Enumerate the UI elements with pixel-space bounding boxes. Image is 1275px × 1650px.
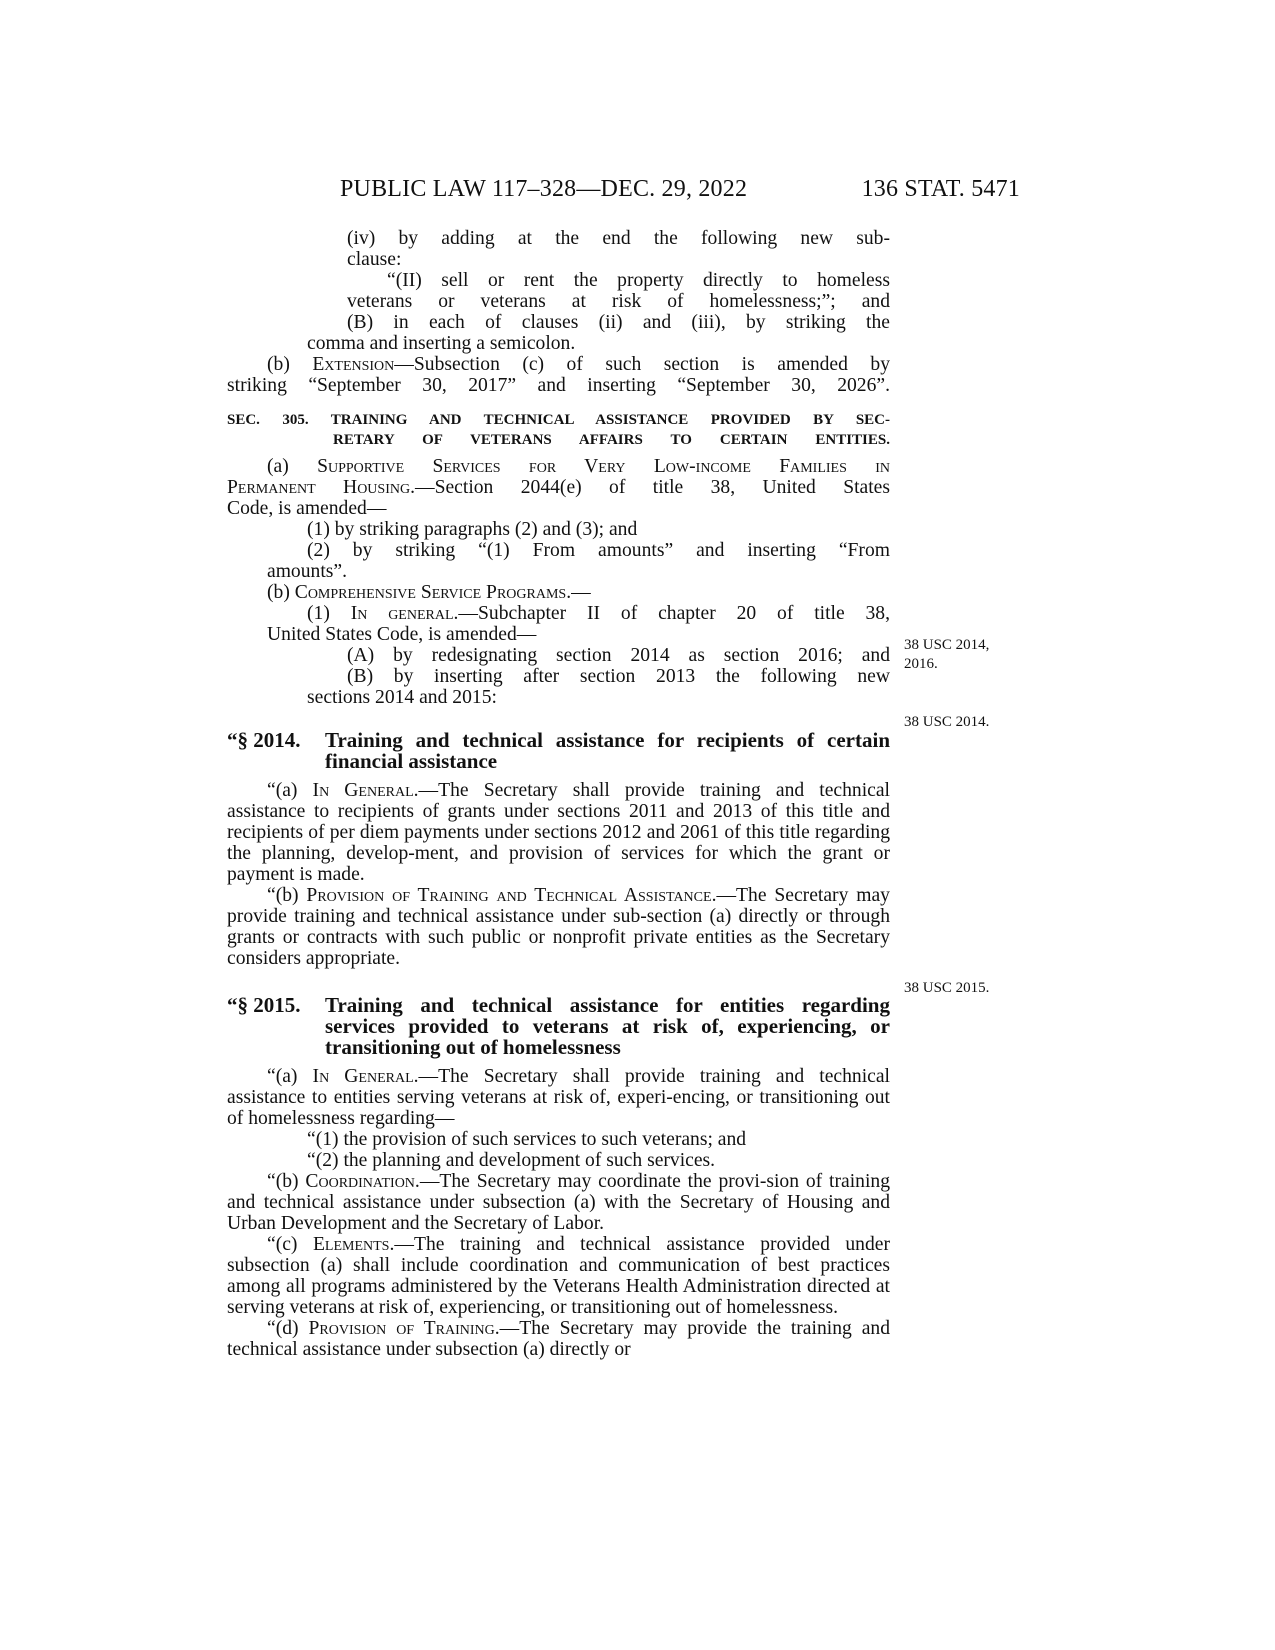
subsection-a-supportive-services: (a) Supportive Services for Very Low-income Families in Permanent Housing.—Section 2044(e) of title 38, United States Code, is amended— [227,456,890,519]
subsection-b-comprehensive: (b) Comprehensive Service Programs.— [267,582,591,603]
subsection-b-extension: (b) Extension—Subsection (c) of such section is amended by striking “September 30, 2017” and inserting “September 30, 2026”. [227,354,890,396]
section-2014-b: “(b) Provision of Training and Technical Assistance.—The Secretary may provide training and technical assistance under sub-section (a) directly or through grants or contracts with such public or nonprofit private entities as the Secretary considers appropriate. [227,885,890,969]
section-2015-d: “(d) Provision of Training.—The Secretary may provide the training and technical assistance under subsection (a) directly or [227,1318,891,1360]
margin-note-38-usc-2014-2016: 38 USC 2014, 2016. [904,637,990,672]
page-header [340,176,1020,210]
paragraph-1-in-general: (1) In general.—Subchapter II of chapter 20 of title 38, United States Code, is amended— [267,603,891,645]
paragraph-b-clauses: (B) in each of clauses (ii) and (iii), by striking the comma and inserting a semicolon. [307,312,890,354]
section-2015-b: “(b) Coordination.—The Secretary may coordinate the provi-sion of training and technical assistance under subsection (a) with the Secretary of Housing and Urban Development and the Secretary of Labor. [227,1171,890,1234]
section-2015-c: “(c) Elements.—The training and technical assistance provided under subsection (a) shall include coordination and communication of best practices among all programs administered by the Veterans Health Administration directed at serving veterans at risk of, experiencing, or transitioning out of homelessness. [227,1234,890,1318]
page-body: (iv) by adding at the end the following new sub- clause: “(II) sell or rent the property directly to homeless veterans or veterans at risk of homelessness;”; and (B) in each of clauses (ii) and (iii), by striking the comma and inserting a semicolon. (b) Extension—Subsection (c) of such section is amended by striking “September 30, 2017” and inserting “September 30, 2026”. SEC. 305. TRAINING AND TECHNICAL ASSISTANCE PROVIDED BY SEC- RETARY OF VETERANS AFFAIRS TO CERTAIN ENTITIES. (a) Supportive Services for Very Low-income Families in Permanent Housing.—Section 2044(e) of title 38, United States Code, is amended— (1) by striking paragraphs (2) and (3); and (2) by striking “(1) From amounts” and inserting “From amounts”. (b) Comprehensive Service Programs.— (1) In general.—Subchapter II of chapter 20 of title 38, United States Code, is amended— (A) by redesignating section 2014 as section 2016; and (B) by inserting after section 2013 the following new sections 2014 and 2015: “§ 2014. Training and technical assistance for recipients of certain financial assistance “(a) In General.—The Secretary shall provide training and technical assistance to recipients of grants under sections 2011 and 2013 of this title and recipients of per diem payments under sections 2012 and 2061 of this title regarding the planning, develop-ment, and provision of services for which the grant or payment is made. “(b) Provision of Training and Technical Assistance.—The Secretary may provide training and technical assistance under sub-section (a) directly or through grants or contracts with such public or nonprofit private entities as the Secretary considers appropriate. “§ 2015. Training and technical assistance for entities regarding services provided to veterans at risk of, experiencing, or transitioning out of homelessness “(a) In General.—The Secretary shall provide training and technical assistance to entities serving veterans at risk of, experi-encing, or transitioning out of homelessness regarding— “(1) the provision of such services to such veterans; and “(2) the planning and development of such services. “(b) Coordination.—The Secretary may coordinate the provi-sion of training and technical assistance under subsection (a) with the Secretary of Housing and Urban Development and the Secretary of Labor. “(c) Elements.—The training and technical assistance provided under subsection (a) shall include coordination and communication of best practices among all programs administered by the Veterans Health Administration directed at serving veterans at risk of, experiencing, or transitioning out of homelessness. “(d) Provision of Training.—The Secretary may provide the training and technical assistance under subsection (a) directly or [227,228,891,1360]
section-2014-heading: “§ 2014. Training and technical assistance for recipients of certain financial assistance [227,728,890,773]
section-2015-heading: “§ 2015. Training and technical assistance for entities regarding services provided to veterans at risk of, experiencing, or transitioning out of homelessness [227,993,890,1059]
clause-iv: (iv) by adding at the end the following new sub- clause: [347,228,890,270]
section-305-heading: SEC. 305. TRAINING AND TECHNICAL ASSISTANCE PROVIDED BY SEC- RETARY OF VETERANS AFFAIRS TO CERTAIN ENTITIES. [227,412,890,448]
margin-note-38-usc-2015: 38 USC 2015. [904,980,990,996]
subparagraph-b: (B) by inserting after section 2013 the following new sections 2014 and 2015: [307,666,890,708]
section-2015-a-1: “(1) the provision of such services to such veterans; and [307,1129,747,1150]
section-2014-a: “(a) In General.—The Secretary shall provide training and technical assistance to recipients of grants under sections 2011 and 2013 of this title and recipients of per diem payments under sections 2012 and 2061 of this title regarding the planning, develop-ment, and provision of services for which the grant or payment is made. [227,780,890,885]
subparagraph-a: (A) by redesignating section 2014 as section 2016; and [347,645,890,666]
section-2015-a-2: “(2) the planning and development of such services. [307,1150,716,1171]
paragraph-2: (2) by striking “(1) From amounts” and inserting “From amounts”. [267,540,890,582]
extension-label: Extension [312,354,395,375]
paragraph-1: (1) by striking paragraphs (2) and (3); and [307,519,638,540]
section-2015-a: “(a) In General.—The Secretary shall provide training and technical assistance to entities serving veterans at risk of, experi-encing, or transitioning out of homelessness regarding— [227,1066,890,1129]
public-law-citation: PUBLIC LAW 117–328—DEC. 29, 2022 [340,176,748,202]
statute-page-number: 136 STAT. 5471 [861,176,1020,202]
subclause-ii: “(II) sell or rent the property directly to homeless [387,270,890,291]
margin-note-38-usc-2014: 38 USC 2014. [904,714,990,730]
